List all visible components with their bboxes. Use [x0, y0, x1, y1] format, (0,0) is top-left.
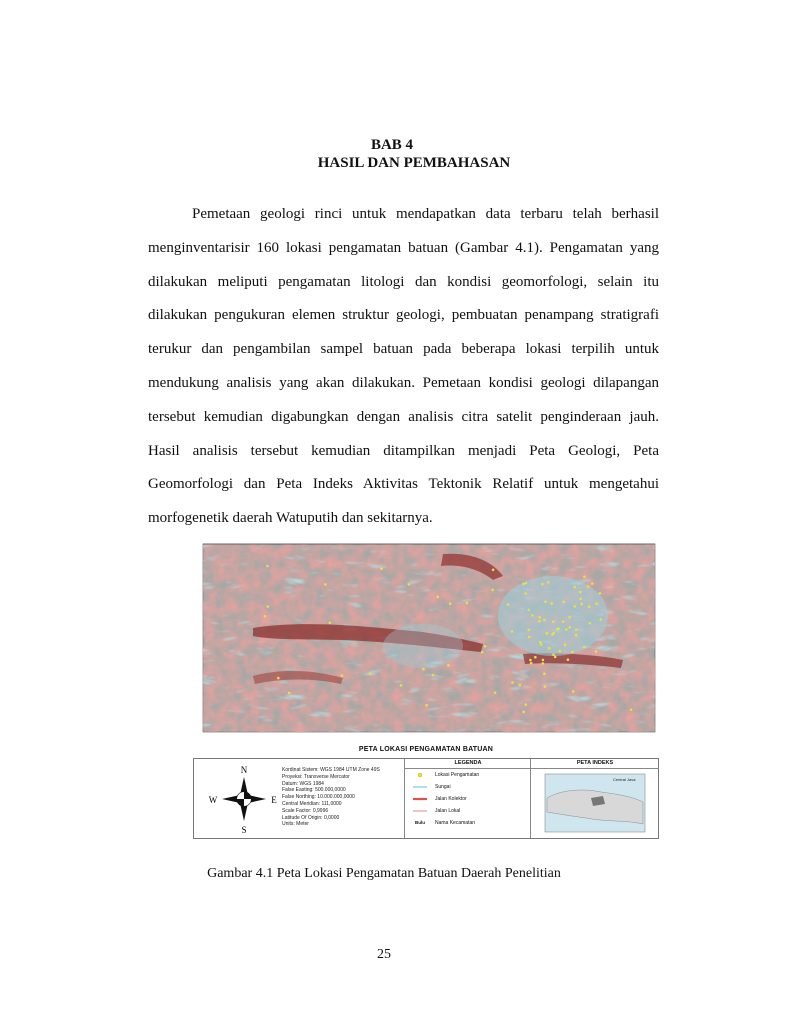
observation-point [541, 583, 544, 586]
observation-point [563, 601, 566, 604]
observation-point [565, 628, 568, 631]
observation-point [522, 583, 525, 586]
body-paragraph [148, 198, 659, 536]
projection-line: Scale Factor: 0,9996 [282, 807, 329, 814]
observation-point [528, 629, 531, 632]
paragraph-line: Pemetaan geologi rinci untuk mendapatkan data terbaru telah berhasil [192, 206, 659, 222]
observation-point [583, 575, 586, 578]
paragraph-line: dilakukan meliputi pengamatan litologi dan kondisi geomorfologi, selain itu [148, 273, 659, 290]
observation-point [571, 651, 574, 654]
observation-point [525, 582, 528, 585]
observation-point [579, 598, 582, 601]
observation-point [466, 602, 469, 605]
observation-point [527, 609, 530, 612]
observation-point [554, 656, 557, 659]
observation-point [369, 672, 372, 675]
observation-point [522, 711, 525, 714]
paragraph-line: morfogenetik daerah Watuputih dan sekitarnya. [148, 510, 433, 527]
legend-text-sample: Bulu [415, 820, 425, 825]
observation-point [492, 569, 495, 572]
observation-point [511, 630, 514, 633]
chapter-title: HASIL DAN PEMBAHASAN [317, 155, 511, 171]
observation-point [538, 620, 541, 623]
observation-point [574, 605, 577, 608]
observation-point [544, 685, 547, 688]
observation-point [484, 645, 487, 648]
observation-point [548, 647, 551, 650]
observation-point [564, 644, 567, 647]
observation-point [580, 603, 583, 606]
observation-point [630, 709, 633, 712]
compass-e: E [271, 795, 277, 805]
observation-point [432, 674, 435, 677]
observation-point [400, 684, 403, 687]
observation-point [436, 596, 439, 599]
observation-point [264, 615, 267, 618]
observation-point [547, 581, 550, 584]
observation-point [587, 585, 590, 588]
observation-point [422, 668, 425, 671]
observation-point [511, 681, 514, 684]
observation-point [556, 628, 559, 631]
observation-point [575, 634, 578, 637]
observation-point [494, 691, 497, 694]
satellite-map-image [193, 536, 659, 742]
chapter-number: BAB 4 [370, 137, 414, 153]
index-map-label: Central Java [613, 777, 636, 782]
paragraph-line: mendukung analisis yang akan dilakukan. Pemetaan kondisi geologi dilapangan [148, 374, 659, 391]
projection-line: Kordinat Sistem: WGS 1984 UTM Zone 49S [282, 767, 380, 773]
observation-point [277, 677, 280, 680]
observation-point [546, 632, 549, 635]
observation-point [595, 602, 598, 605]
observation-point [567, 658, 570, 661]
observation-point [575, 629, 578, 632]
observation-point [267, 605, 270, 608]
observation-point [559, 650, 562, 653]
projection-line: False Northing: 10.000.000,0000 [282, 794, 355, 801]
observation-point [449, 602, 452, 605]
compass-s: S [241, 825, 247, 835]
observation-point [542, 659, 545, 662]
map-title: PETA LOKASI PENGAMATAN BATUAN [358, 746, 494, 753]
north-arrow-icon [200, 763, 277, 835]
legend-item [435, 783, 451, 791]
projection-info [282, 767, 380, 828]
legend-item [435, 795, 467, 803]
paragraph-line: Geomorfologi dan Peta Indeks Aktivitas Tektonik Relatif untuk mengetahui [148, 476, 659, 493]
observation-point [589, 622, 592, 625]
observation-point [550, 602, 553, 605]
legend-label: Nama Kecamatan [435, 820, 476, 826]
observation-point [543, 672, 546, 675]
observation-point [588, 605, 591, 608]
collector-road-symbol-icon [413, 795, 427, 803]
legend-label: Jalan Kolektor [435, 796, 467, 802]
index-map-title: PETA INDEKS [531, 759, 659, 769]
paragraph-line: Hasil analisis tersebut kemudian ditampilkan menjadi Peta Geologi, Peta [148, 442, 659, 459]
projection-line: Latitude Of Origin: 0,0000 [282, 814, 340, 821]
observation-point [572, 690, 575, 693]
projection-line: False Easting: 500.000,0000 [282, 787, 346, 794]
observation-point [528, 636, 531, 639]
projection-line: Proyeksi: Transverse Mercator [282, 773, 350, 780]
observation-point [380, 568, 383, 571]
observation-point [543, 619, 546, 622]
paragraph-line: terukur dan pengambilan sampel batuan pada beberapa lokasi terpilih untuk [148, 341, 659, 358]
page-number: 25 [377, 947, 391, 962]
legend-title: LEGENDA [405, 759, 531, 769]
observation-point [288, 692, 291, 695]
local-road-symbol-icon [413, 807, 427, 815]
paragraph-line: dilakukan pengukuran elemen struktur geologi, pembuatan penampang stratigrafi [148, 307, 659, 324]
map-info-panel [193, 758, 659, 839]
observation-point [534, 656, 537, 659]
observation-point [569, 626, 572, 629]
observation-point [568, 616, 571, 619]
observation-point [425, 704, 428, 707]
observation-point [599, 618, 602, 621]
projection-line: Datum: WGS 1984 [282, 780, 324, 787]
observation-point [544, 601, 547, 604]
observation-point [324, 583, 327, 586]
river-symbol-icon [413, 783, 427, 791]
observation-point [583, 646, 586, 649]
observation-point [408, 583, 411, 586]
observation-point [329, 621, 332, 624]
legend-label: Jalan Lokal [435, 808, 461, 814]
index-map [530, 759, 659, 838]
observation-point [530, 662, 533, 665]
figure-caption: Gambar 4.1 Peta Lokasi Pengamatan Batuan Daerah Penelitian [207, 866, 561, 881]
observation-point [591, 582, 594, 585]
observation-point [579, 591, 582, 594]
observation-point [491, 589, 494, 592]
observation-point [562, 620, 565, 623]
compass-n: N [240, 765, 248, 775]
observation-point [542, 662, 545, 665]
legend-label: Lokasi Pengamatan [435, 772, 480, 778]
index-map-image [531, 768, 659, 838]
observation-point [531, 614, 534, 617]
compass-w: W [208, 795, 218, 805]
map-legend [404, 759, 531, 838]
paragraph-line: menginventarisir 160 lokasi pengamatan batuan (Gambar 4.1). Pengamatan yang [148, 239, 659, 256]
projection-line: Units: Meter [282, 821, 309, 828]
legend-label: Sungai [435, 784, 451, 790]
observation-point [507, 603, 510, 606]
paragraph-line: tersebut kemudian digabungkan dengan analisis citra satelit penginderaan jauh. [148, 408, 659, 425]
observation-point [552, 632, 555, 635]
observation-point [519, 684, 522, 687]
legend-item [435, 807, 460, 815]
observation-point [599, 592, 602, 595]
observation-point [573, 586, 576, 589]
observation-point [552, 653, 555, 656]
observation-point [525, 703, 528, 706]
observation-point [529, 659, 532, 662]
observation-point [266, 565, 269, 568]
observation-point [524, 592, 527, 595]
legend-item [435, 771, 479, 779]
observation-point [481, 651, 484, 654]
observation-point [552, 620, 555, 623]
observation-point [447, 664, 450, 667]
point-symbol-icon [413, 771, 427, 779]
figure-4-1 [193, 536, 659, 840]
observation-point [341, 674, 344, 677]
projection-line: Central Meridian: 111,0000 [282, 800, 342, 807]
observation-point [539, 641, 542, 644]
observation-point [595, 650, 598, 653]
observation-point [538, 616, 541, 619]
legend-item [415, 819, 476, 827]
